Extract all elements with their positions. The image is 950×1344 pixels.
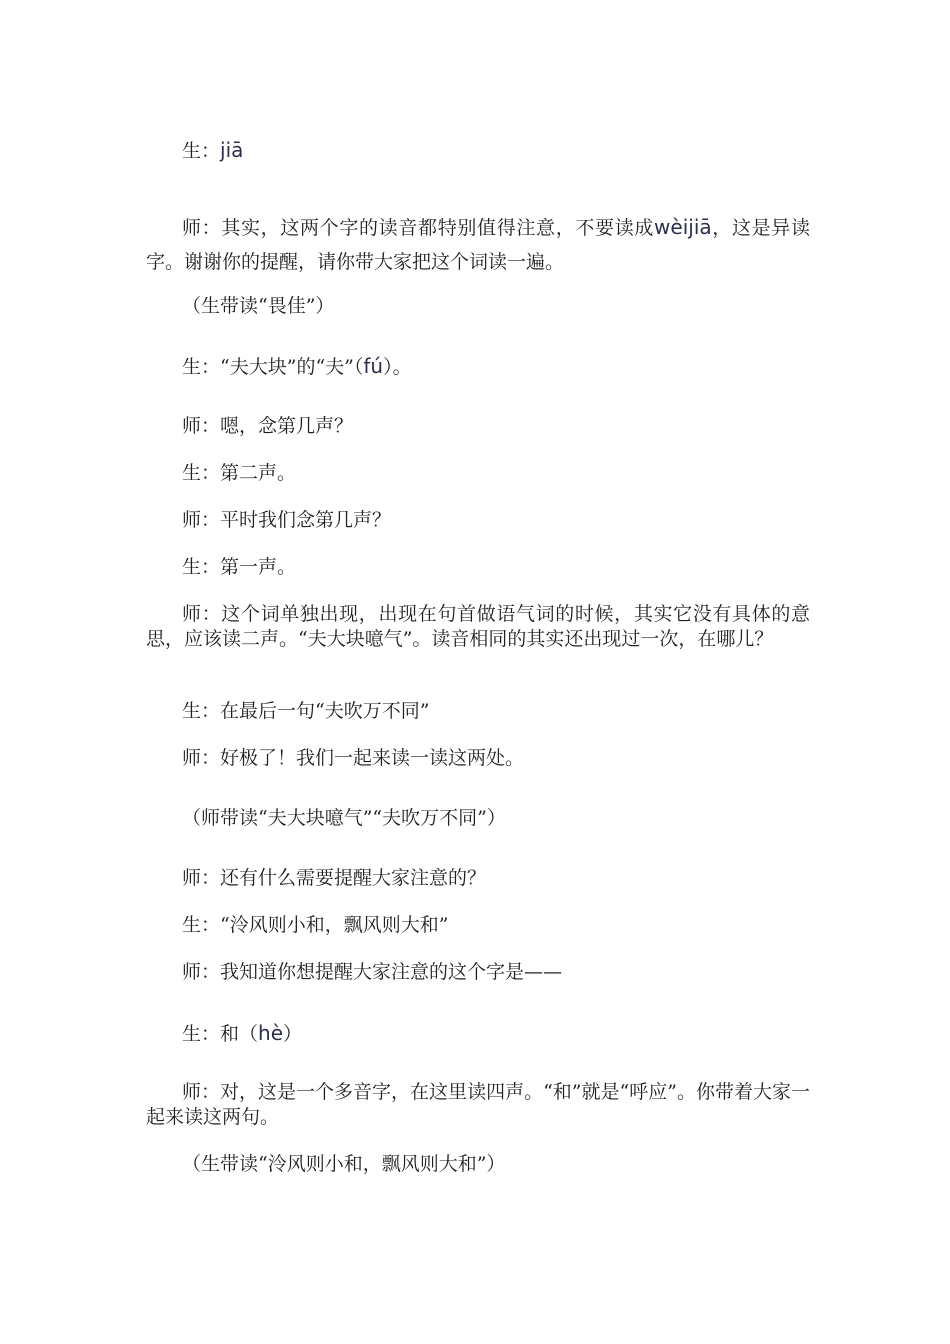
speaker-label: 师： [182,867,221,889]
speaker-label: 师： [182,961,221,983]
paragraph-text: （生带读“泠风则小和，飘风则大和”） [182,1153,506,1175]
speaker-label: 师： [182,217,222,239]
pinyin-text: hè [258,1021,284,1045]
pinyin-text: jiā [220,138,244,162]
pinyin-text: wèijiā [654,215,712,239]
paragraph-text: 和（ [220,1023,259,1045]
paragraph-text-after: ）。 [383,356,412,378]
paragraph-1 [146,138,810,164]
speaker-label: 生： [182,140,221,162]
paragraph-text: “泠风则小和，飘风则大和” [220,914,449,936]
speaker-label: 师： [182,603,222,625]
paragraph-text: 对，这是一个多音字，在这里读四声。“和”就是“呼应”。你带着大家一起来读这两句。 [146,1081,810,1128]
speaker-label: 生： [182,1023,221,1045]
speaker-label: 生： [182,700,221,722]
paragraph-12 [182,806,846,831]
paragraph-text: （生带读“畏佳”） [182,295,335,317]
speaker-label: 生： [182,914,221,936]
speaker-label: 生： [182,356,221,378]
paragraph-text: 第一声。 [220,556,297,578]
paragraph-3 [182,294,846,319]
speaker-label: 师： [182,415,221,437]
paragraph-13 [146,866,810,891]
speaker-label: 师： [182,747,221,769]
paragraph-text: 好极了！我们一起来读一读这两处。 [220,747,525,769]
paragraph-9 [146,602,810,652]
paragraph-4 [146,354,810,380]
paragraph-11 [146,746,810,771]
speaker-label: 生： [182,462,221,484]
paragraph-text: 第二声。 [220,462,297,484]
paragraph-text: 还有什么需要提醒大家注意的？ [220,867,487,889]
paragraph-text-after: ，这是异读字。谢谢你的提醒，请你带大家把这个词读一遍。 [146,217,810,273]
paragraph-text: 在最后一句“夫吹万不同” [220,700,430,722]
paragraph-18 [182,1152,846,1177]
paragraph-16 [146,1021,810,1047]
speaker-label: 师： [182,509,221,531]
paragraph-text-after: ） [283,1023,303,1045]
paragraph-7 [146,508,810,533]
pinyin-text: fú [363,354,384,378]
speaker-label: 生： [182,556,221,578]
paragraph-10 [146,699,810,724]
paragraph-text: 这个词单独出现，出现在句首做语气词的时候，其实它没有具体的意思，应该读二声。“夫大块噫气”。读音相同的其实还出现过一次，在哪儿？ [146,603,810,650]
paragraph-text: （师带读“夫大块噫气”“夫吹万不同”） [182,807,506,829]
paragraph-2 [146,210,810,279]
paragraph-6 [146,461,810,486]
paragraph-8 [146,555,810,580]
paragraph-17 [146,1080,810,1130]
paragraph-5 [146,414,810,439]
paragraph-text: 平时我们念第几声？ [220,509,392,531]
paragraph-15 [146,960,810,985]
paragraph-text: 我知道你想提醒大家注意的这个字是—— [220,961,563,983]
paragraph-text: 嗯，念第几声？ [220,415,354,437]
paragraph-14 [146,913,810,938]
paragraph-text: 其实，这两个字的读音都特别值得注意，不要读成 [221,217,655,239]
paragraph-text: “夫大块”的“夫”（ [220,356,364,378]
speaker-label: 师： [182,1081,221,1103]
